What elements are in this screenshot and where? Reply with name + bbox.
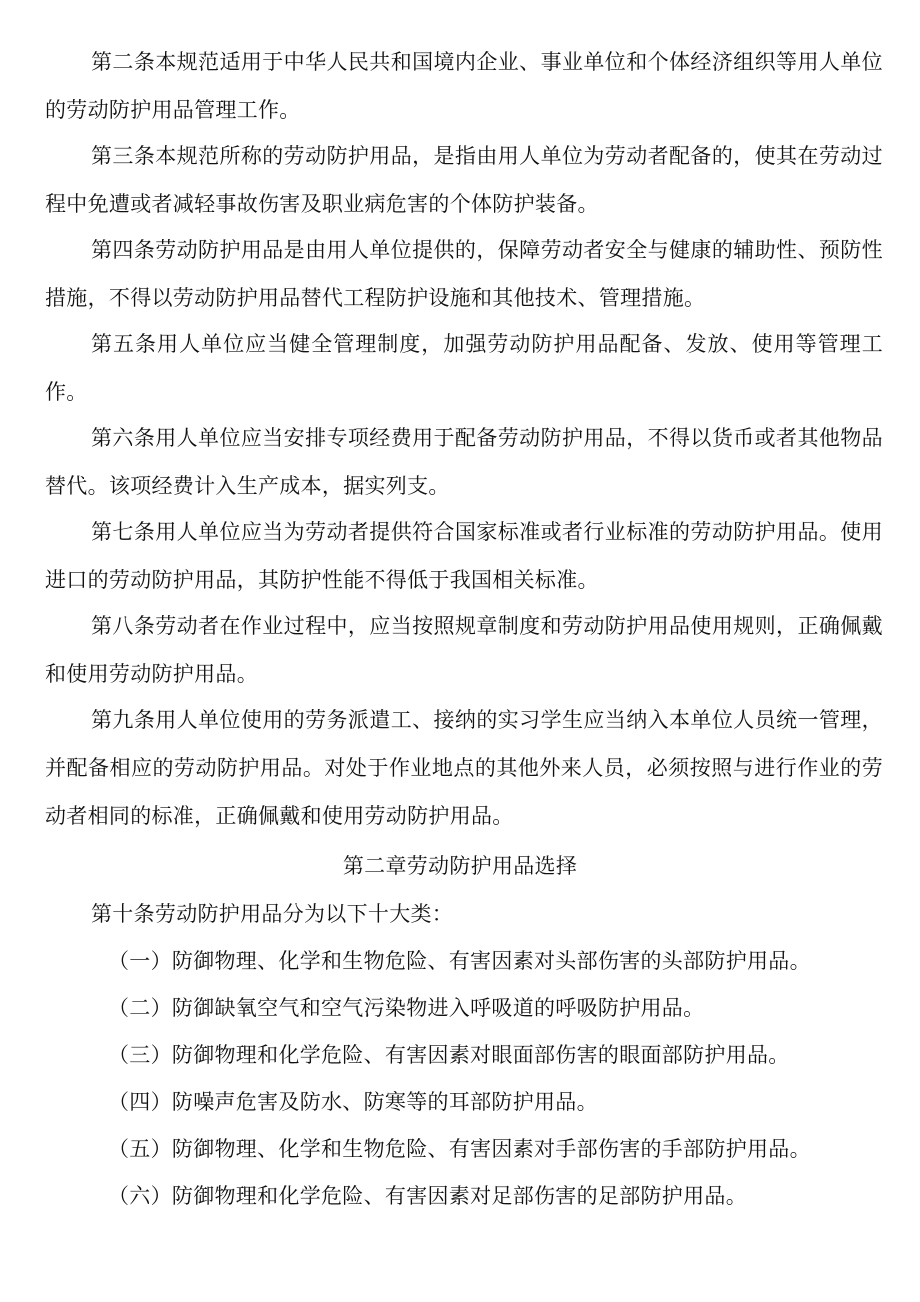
article-2-paragraph: 第二条本规范适用于中华人民共和国境内企业、事业单位和个体经济组织等用人单位的劳动防护用品管理工作。 [45, 50, 883, 122]
category-item-3: （三）防御物理和化学危险、有害因素对眼面部伤害的眼面部防护用品。 [108, 1043, 790, 1067]
category-item-6: （六）防御物理和化学危险、有害因素对足部伤害的足部防护用品。 [108, 1184, 747, 1208]
category-item-5: （五）防御物理、化学和生物危险、有害因素对手部伤害的手部防护用品。 [108, 1137, 811, 1161]
chapter-heading: 第二章劳动防护用品选择 [342, 854, 578, 878]
category-item-1: （一）防御物理、化学和生物危险、有害因素对头部伤害的头部防护用品。 [108, 949, 811, 973]
article-7-paragraph: 第七条用人单位应当为劳动者提供符合国家标准或者行业标准的劳动防护用品。使用进口的劳动防护用品，其防护性能不得低于我国相关标准。 [45, 520, 883, 592]
article-9-paragraph: 第九条用人单位使用的劳务派遣工、接纳的实习学生应当纳入本单位人员统一管理，并配备相应的劳动防护用品。对处于作业地点的其他外来人员，必须按照与进行作业的劳动者相同的标准，正确佩戴和使用劳动防护用品。 [45, 708, 883, 828]
article-8-paragraph: 第八条劳动者在作业过程中，应当按照规章制度和劳动防护用品使用规则，正确佩戴和使用劳动防护用品。 [45, 614, 883, 686]
article-4-paragraph: 第四条劳动防护用品是由用人单位提供的，保障劳动者安全与健康的辅助性、预防性措施，不得以劳动防护用品替代工程防护设施和其他技术、管理措施。 [45, 238, 883, 310]
article-3-paragraph: 第三条本规范所称的劳动防护用品，是指由用人单位为劳动者配备的，使其在劳动过程中免遭或者减轻事故伤害及职业病危害的个体防护装备。 [45, 144, 883, 216]
article-10-paragraph: 第十条劳动防护用品分为以下十大类： [91, 902, 454, 926]
category-item-2: （二）防御缺氧空气和空气污染物进入呼吸道的呼吸防护用品。 [108, 996, 705, 1020]
category-item-4: （四）防噪声危害及防水、防寒等的耳部防护用品。 [108, 1090, 598, 1114]
article-6-paragraph: 第六条用人单位应当安排专项经费用于配备劳动防护用品，不得以货币或者其他物品替代。该项经费计入生产成本，据实列支。 [45, 426, 883, 498]
article-5-paragraph: 第五条用人单位应当健全管理制度，加强劳动防护用品配备、发放、使用等管理工作。 [45, 332, 883, 404]
